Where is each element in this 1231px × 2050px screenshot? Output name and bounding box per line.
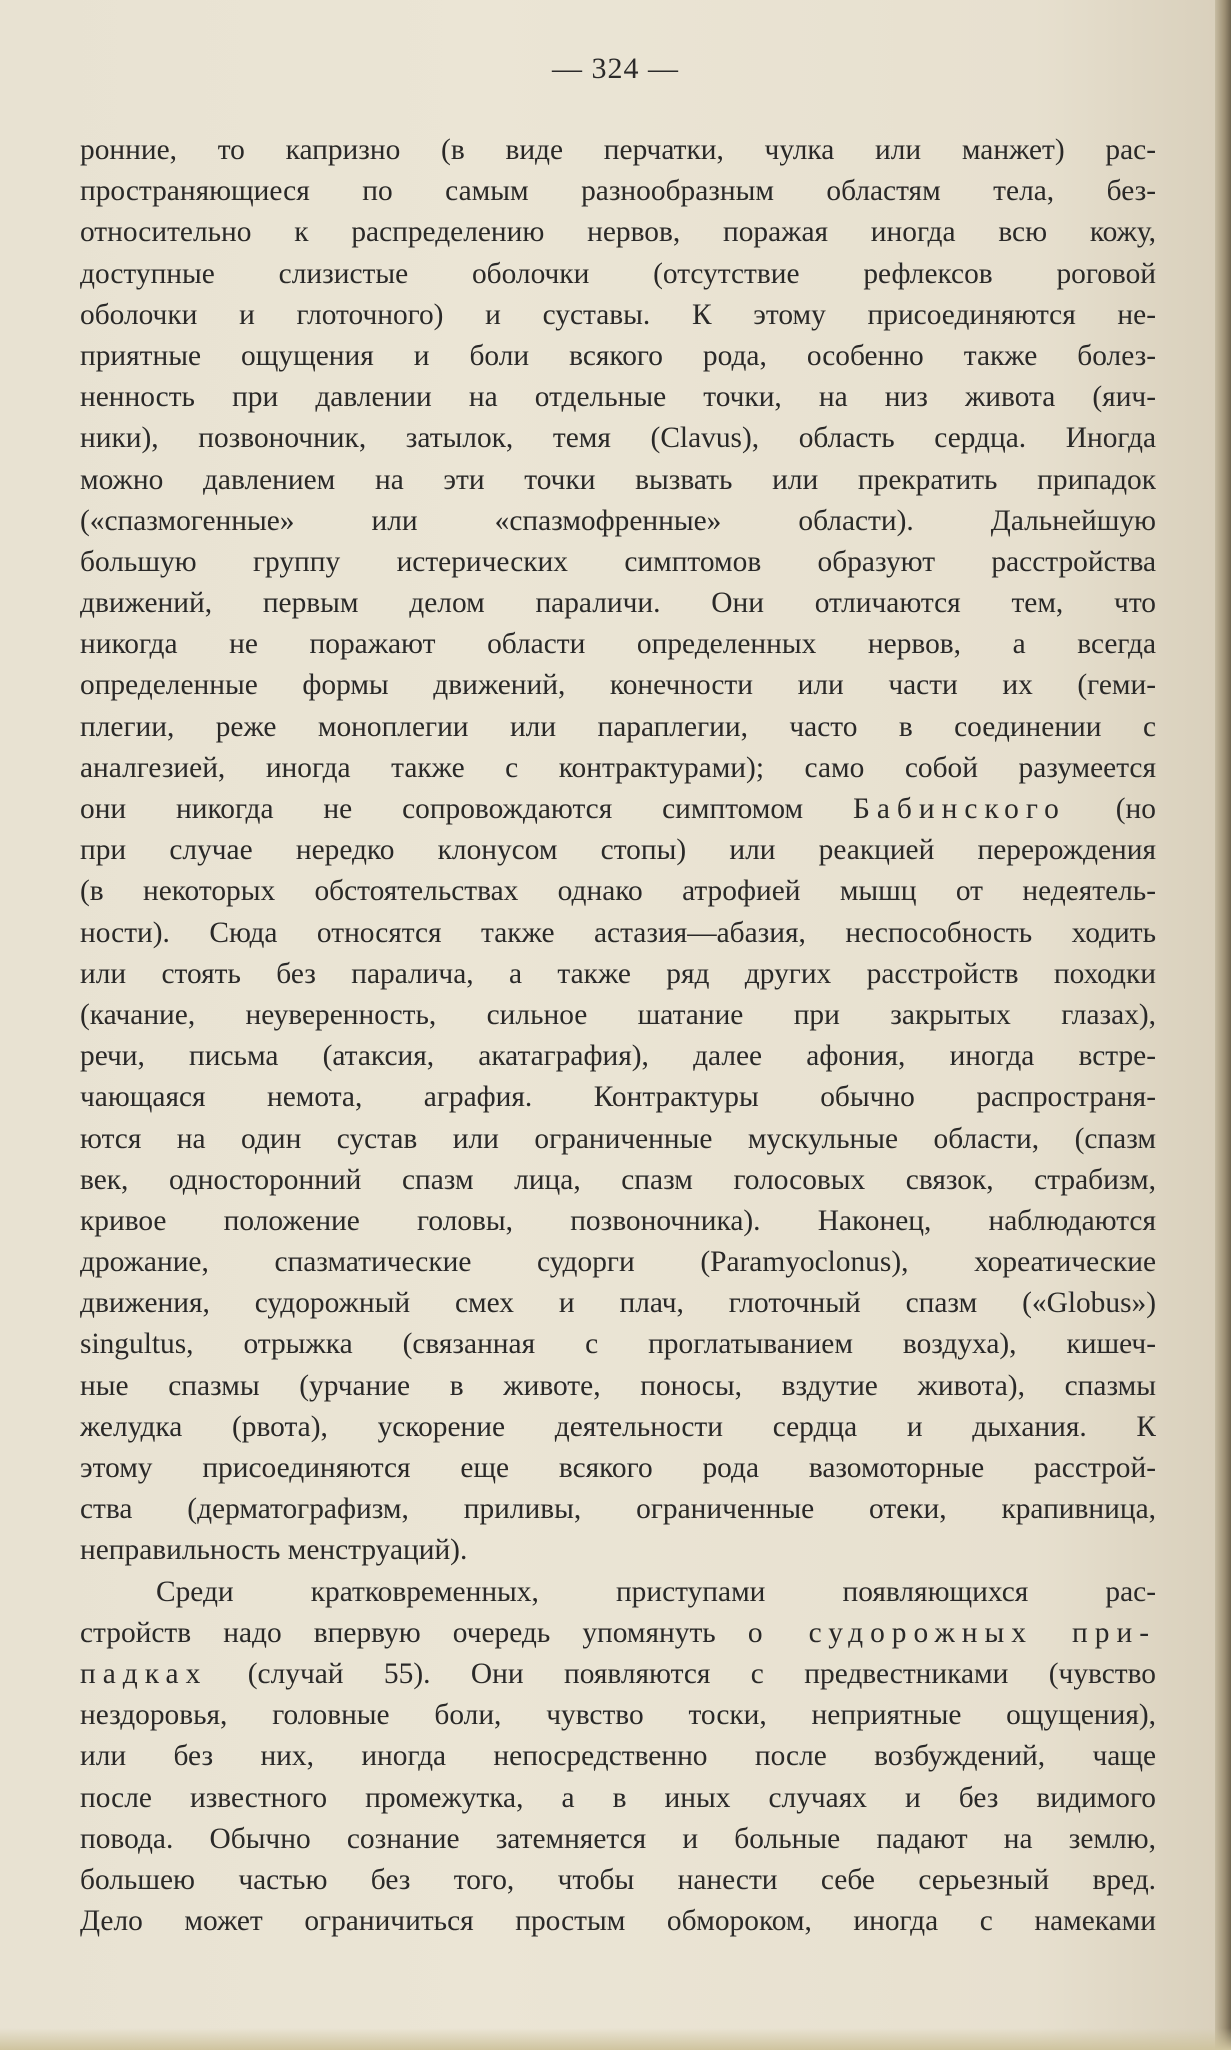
text-line: дрожание, спазматические судорги (Paramyoclonus), хореатические [80, 1246, 1156, 1279]
text-line: ронние, то капризно (в виде перчатки, чулка или манжет) рас- [80, 134, 1156, 166]
text-line: этому присоединяются еще всякого рода вазомоторные расстрой- [80, 1452, 1156, 1484]
text-line: ются на один сустав или ограниченные мускульные области, (спазм [80, 1122, 1156, 1155]
page-number: — 324 — [552, 52, 679, 85]
text-line: ные спазмы (урчание в животе, поносы, вздутие живота), спазмы [80, 1369, 1156, 1402]
spaced-term-seizures-cont: падках [80, 1657, 208, 1690]
text-segment: (случай 55). Они появляются с предвестниками (чувство [247, 1657, 1156, 1690]
text-line: (в некоторых обстоятельствах однако атрофией мышц от недеятель- [80, 875, 1156, 908]
text-line: Дело может ограничиться простым обмороком, иногда с намеками [80, 1905, 1156, 1938]
text-line: приятные ощущения и боли всякого рода, особенно также болез- [80, 339, 1156, 372]
text-line: большую группу истерических симптомов образуют расстройства [80, 545, 1156, 578]
text-line-babinski [80, 789, 1156, 830]
text-line: доступные слизистые оболочки (отсутствие рефлексов роговой [80, 257, 1156, 290]
text-line: singultus, отрыжка (связанная с проглатыванием воздуха), кишеч- [80, 1328, 1156, 1361]
body-text [80, 130, 1156, 1942]
text-line: плегии, реже моноплегии или параплегии, часто в соединении с [80, 710, 1156, 743]
text-line: ности). Сюда относятся также астазия—абазия, неспособность ходить [80, 916, 1156, 949]
text-line: неправильность менструаций). [80, 1534, 468, 1567]
text-line: большею частью без того, чтобы нанести себе серьезный вред. [80, 1863, 1156, 1896]
text-line: желудка (рвота), ускорение деятельности сердца и дыхания. К [80, 1410, 1156, 1443]
text-line: ники), позвоночник, затылок, темя (Clavus), область сердца. Иногда [80, 422, 1156, 455]
spaced-term-seizures: о судорожных при- [747, 1616, 1156, 1649]
text-line: ства (дерматографизм, приливы, ограниченные отеки, крапивница, [80, 1493, 1156, 1526]
text-line-seizures-cont [80, 1654, 1156, 1695]
text-line: (качание, неуверенность, сильное шатание при закрытых глазах), [80, 998, 1156, 1031]
text-line: кривое положение головы, позвоночника). Наконец, наблюдаются [80, 1204, 1156, 1237]
text-line: Среди кратковременных, приступами появляющихся рас- [156, 1575, 1156, 1608]
text-line: нездоровья, головные боли, чувство тоски, неприятные ощущения), [80, 1699, 1156, 1732]
text-line-seizures [80, 1613, 1156, 1654]
text-line: определенные формы движений, конечности или части их (геми- [80, 669, 1156, 702]
text-line: или без них, иногда непосредственно после возбуждений, чаще [80, 1740, 1156, 1773]
text-segment: они никогда не сопровождаются симптомом [80, 793, 804, 825]
text-line: можно давлением на эти точки вызвать или прекратить припадок [80, 463, 1156, 496]
book-spine-edge [1215, 0, 1231, 2050]
text-line: движений, первым делом параличи. Они отличаются тем, что [80, 587, 1156, 620]
text-line: никогда не поражают области определенных нервов, а всегда [80, 628, 1156, 661]
text-line: повода. Обычно сознание затемняется и больные падают на землю, [80, 1822, 1156, 1855]
text-line: после известного промежутка, а в иных случаях и без видимого [80, 1781, 1156, 1814]
text-segment: (но [1115, 793, 1156, 825]
text-line: век, односторонний спазм лица, спазм голосовых связок, страбизм, [80, 1163, 1156, 1196]
text-line: движения, судорожный смех и плач, глоточный спазм («Globus») [80, 1287, 1156, 1320]
spaced-name-babinski: Бабинского [853, 793, 1066, 825]
text-line: аналгезией, иногда также с контрактурами); само собой разумеется [80, 751, 1156, 784]
text-line: пространяющиеся по самым разнообразным областям тела, без- [80, 175, 1156, 208]
text-line: чающаяся немота, аграфия. Контрактуры обычно распространя- [80, 1081, 1156, 1114]
page-bottom-edge [0, 2028, 1231, 2050]
text-segment: стройств надо впервую очередь упомянуть [80, 1616, 716, 1649]
text-line: ненность при давлении на отдельные точки, на низ живота (яич- [80, 381, 1156, 414]
text-line: или стоять без паралича, а также ряд других расстройств походки [80, 957, 1156, 990]
text-line: оболочки и глоточного) и суставы. К этому присоединяются не- [80, 298, 1156, 331]
text-line: («спазмогенные» или «спазмофренные» области). Дальнейшую [80, 504, 1156, 537]
text-line: относительно к распределению нервов, поражая иногда всю кожу, [80, 216, 1156, 249]
text-line: при случае нередко клонусом стопы) или реакцией перерождения [80, 834, 1156, 867]
text-line: речи, письма (атаксия, акатаграфия), далее афония, иногда встре- [80, 1040, 1156, 1073]
